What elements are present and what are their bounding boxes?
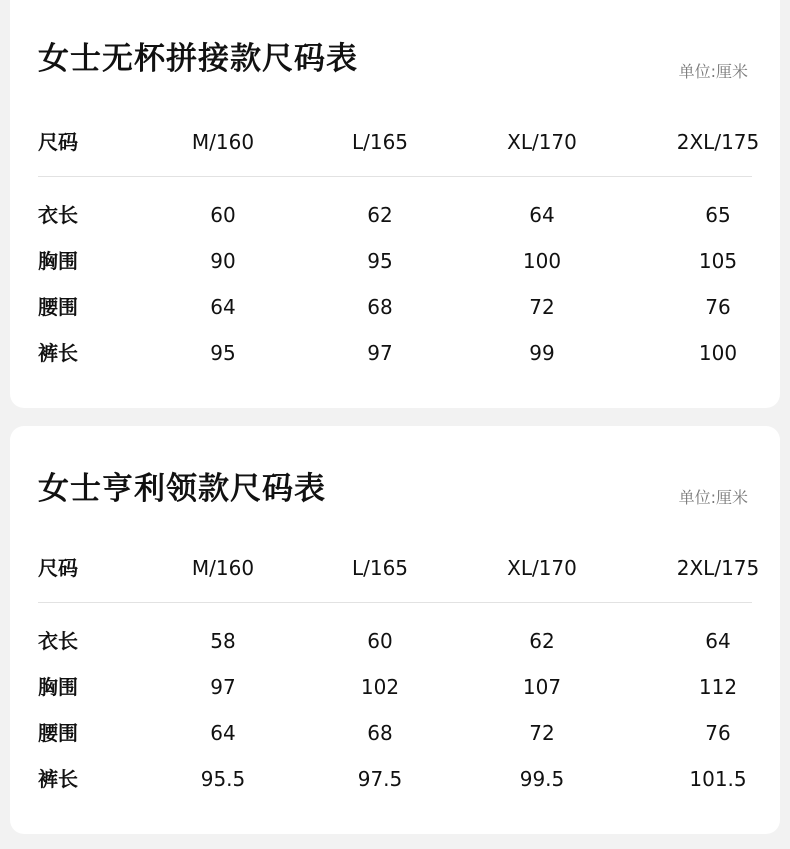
header-size-l: L/165 — [351, 130, 409, 154]
header-size-l: L/165 — [351, 556, 409, 580]
table-cell: 60 — [367, 629, 393, 653]
size-chart-card-henley — [10, 426, 780, 834]
table-cell: 102 — [360, 675, 400, 699]
table-cell: 62 — [367, 203, 393, 227]
unit-label: 单位:厘米 — [678, 62, 748, 81]
table-cell: 90 — [210, 249, 236, 273]
table-row — [38, 673, 752, 719]
table-cell: 64 — [210, 721, 236, 745]
size-chart-title: 女士亨利领款尺码表 — [38, 471, 326, 507]
table-row — [38, 719, 752, 765]
table-cell: 65 — [705, 203, 731, 227]
table-cell: 95 — [367, 249, 393, 273]
table-row — [38, 627, 752, 673]
table-cell: 68 — [367, 295, 393, 319]
header-divider — [38, 602, 752, 603]
row-label: 衣长 — [38, 203, 78, 227]
table-cell: 100 — [698, 341, 738, 365]
row-label: 胸围 — [38, 675, 78, 699]
header-size-m: M/160 — [191, 556, 255, 580]
header-size-2xl: 2XL/175 — [676, 130, 760, 154]
size-table — [38, 128, 760, 385]
row-label: 裤长 — [38, 767, 78, 791]
table-cell: 62 — [529, 629, 555, 653]
table-cell: 72 — [529, 295, 555, 319]
table-cell: 101.5 — [689, 767, 747, 791]
table-cell: 99.5 — [519, 767, 565, 791]
row-label: 衣长 — [38, 629, 78, 653]
row-label: 腰围 — [38, 295, 78, 319]
header-size-label: 尺码 — [38, 130, 78, 154]
table-row — [38, 765, 752, 811]
table-row — [38, 201, 752, 247]
table-row — [38, 339, 752, 385]
header-size-m: M/160 — [191, 130, 255, 154]
table-cell: 107 — [522, 675, 562, 699]
table-cell: 64 — [705, 629, 731, 653]
table-cell: 64 — [529, 203, 555, 227]
table-cell: 64 — [210, 295, 236, 319]
table-header-row — [38, 128, 760, 156]
table-cell: 100 — [522, 249, 562, 273]
row-label: 裤长 — [38, 341, 78, 365]
table-header-row — [38, 554, 760, 582]
table-row — [38, 293, 752, 339]
header-size-xl: XL/170 — [507, 556, 577, 580]
row-label: 胸围 — [38, 249, 78, 273]
table-cell: 95 — [210, 341, 236, 365]
table-cell: 72 — [529, 721, 555, 745]
table-cell: 60 — [210, 203, 236, 227]
row-label: 腰围 — [38, 721, 78, 745]
header-size-xl: XL/170 — [507, 130, 577, 154]
table-cell: 105 — [698, 249, 738, 273]
header-size-label: 尺码 — [38, 556, 78, 580]
header-divider — [38, 176, 752, 177]
table-cell: 58 — [210, 629, 236, 653]
table-cell: 68 — [367, 721, 393, 745]
table-cell: 112 — [698, 675, 738, 699]
table-cell: 95.5 — [200, 767, 246, 791]
table-row — [38, 247, 752, 293]
unit-label: 单位:厘米 — [678, 488, 748, 507]
size-chart-title: 女士无杯拼接款尺码表 — [38, 41, 358, 77]
table-cell: 99 — [529, 341, 555, 365]
size-chart-card-no-cup — [10, 0, 780, 408]
table-cell: 97 — [210, 675, 236, 699]
header-size-2xl: 2XL/175 — [676, 556, 760, 580]
table-cell: 97 — [367, 341, 393, 365]
table-cell: 97.5 — [357, 767, 403, 791]
size-table — [38, 554, 760, 811]
table-cell: 76 — [705, 721, 731, 745]
table-cell: 76 — [705, 295, 731, 319]
